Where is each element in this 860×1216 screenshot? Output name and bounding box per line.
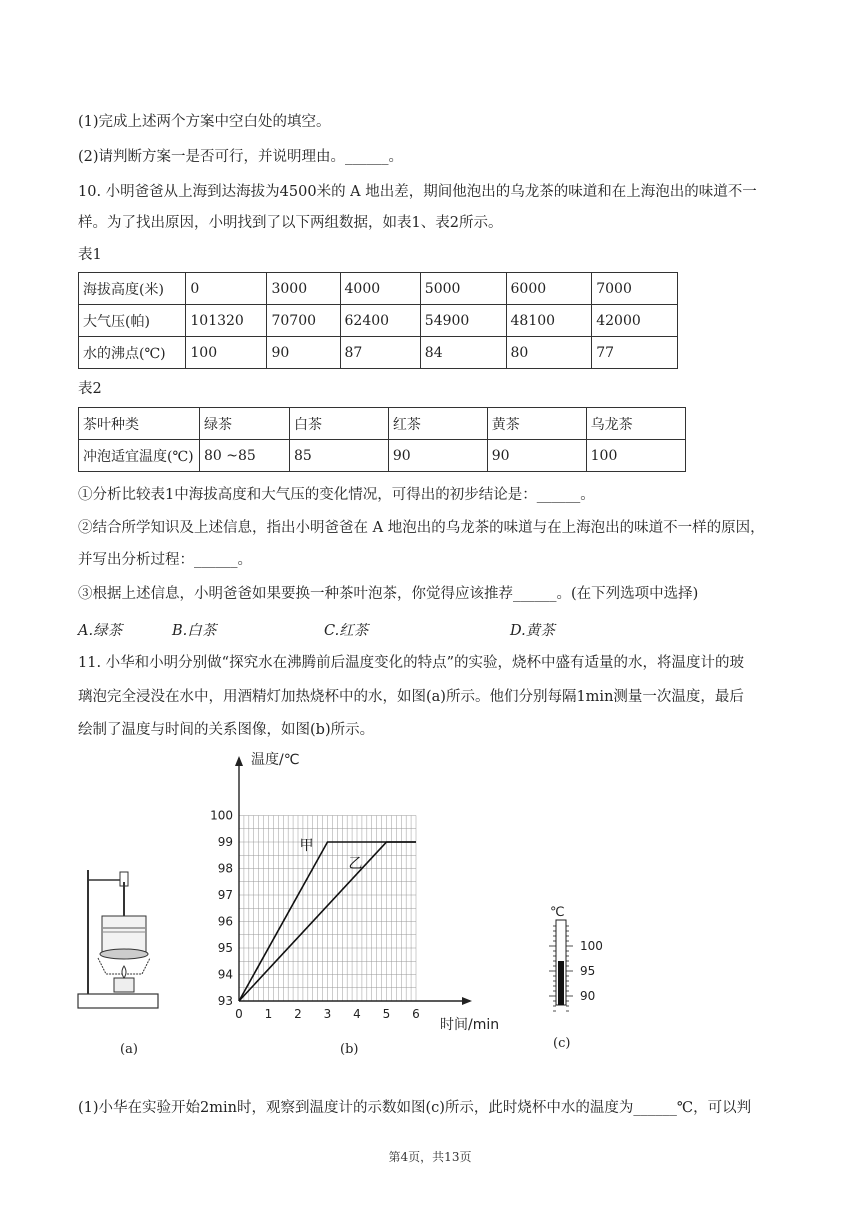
table-cell: 大气压(帕): [79, 305, 186, 337]
table-cell: 白茶: [289, 408, 388, 440]
table-cell: 70700: [267, 305, 340, 337]
apparatus-figure: [76, 862, 166, 1012]
y-tick-label: 96: [217, 914, 233, 929]
x-tick-label: 6: [412, 1007, 420, 1021]
q10-sub2-line2: 并写出分析过程：______。: [78, 552, 252, 568]
table-cell: 84: [420, 337, 506, 369]
table-row: [79, 408, 686, 440]
table-cell: 62400: [340, 305, 420, 337]
q10-sub1: ①分析比较表1中海拔高度和大气压的变化情况，可得出的初步结论是：______。: [78, 487, 595, 503]
thermometer-tick-label: 95: [580, 964, 596, 978]
table-cell: 100: [586, 440, 685, 472]
y-tick-label: 100: [210, 808, 233, 823]
q9-part1: (1)完成上述两个方案中空白处的填空。: [78, 114, 331, 130]
q9-part2: (2)请判断方案一是否可行，并说明理由。______。: [78, 149, 404, 165]
figure-c-label: (c): [553, 1036, 571, 1051]
q10-stem-line2: 样。为了找出原因，小明找到了以下两组数据，如表1、表2所示。: [78, 215, 503, 231]
table-row: [79, 305, 678, 337]
y-tick-label: 95: [217, 941, 233, 955]
table2: [78, 407, 686, 472]
y-tick-label: 97: [217, 888, 233, 902]
thermometer-tick-label: 90: [580, 989, 596, 1003]
table2-caption: 表2: [78, 381, 102, 397]
y-tick-label: 99: [217, 835, 233, 849]
table-cell: 乌龙茶: [586, 408, 685, 440]
table-row: [79, 337, 678, 369]
x-tick-label: 0: [235, 1007, 243, 1021]
series-label: 甲: [299, 838, 314, 854]
table-cell: 80 ~85: [199, 440, 289, 472]
q11-stem-line1: 11. 小华和小明分别做“探究水在沸腾前后温度变化的特点”的实验，烧杯中盛有适量的水，将温度计的玻: [78, 655, 744, 671]
table-cell: 红茶: [388, 408, 487, 440]
table-cell: 绿茶: [199, 408, 289, 440]
table-cell: 80: [506, 337, 592, 369]
temperature-time-chart: [200, 748, 530, 1038]
table-cell: 0: [186, 273, 267, 305]
thermometer-unit: ℃: [550, 905, 565, 920]
thermometer-tick-label: 100: [580, 939, 603, 953]
table-cell: 54900: [420, 305, 506, 337]
table-cell: 90: [388, 440, 487, 472]
q10-sub2-line1: ②结合所学知识及上述信息，指出小明爸爸在 A 地泡出的乌龙茶的味道与在上海泡出的味道不一样的原因，: [78, 520, 765, 536]
x-tick-label: 2: [294, 1007, 302, 1021]
table-cell: 42000: [592, 305, 678, 337]
x-axis-arrow: [462, 997, 472, 1005]
x-axis-label: 时间/min: [440, 1017, 500, 1033]
table-cell: 海拔高度(米): [79, 273, 186, 305]
option-c: C.红茶: [324, 623, 369, 639]
table-cell: 48100: [506, 305, 592, 337]
table-cell: 7000: [592, 273, 678, 305]
q11-stem-line2: 璃泡完全浸没在水中，用酒精灯加热烧杯中的水，如图(a)所示。他们分别每隔1min测量一次温度，最后: [78, 689, 744, 705]
table1-caption: 表1: [78, 247, 102, 263]
q10-sub3: ③根据上述信息，小明爸爸如果要换一种茶叶泡茶，你觉得应该推荐______。(在下列选项中选择): [78, 586, 699, 602]
x-tick-label: 5: [382, 1007, 391, 1021]
table-cell: 黄茶: [487, 408, 586, 440]
q11-stem-line3: 绘制了温度与时间的关系图像，如图(b)所示。: [78, 722, 375, 738]
thermometer-figure: [540, 900, 610, 1015]
page-footer: 第4页，共13页: [388, 1150, 472, 1164]
table-cell: 水的沸点(℃): [79, 337, 186, 369]
q11-part1: (1)小华在实验开始2min时，观察到温度计的示数如图(c)所示，此时烧杯中水的温度为______℃，可以判: [78, 1100, 752, 1116]
x-tick-label: 3: [323, 1007, 332, 1021]
q10-stem-line1: 10. 小明爸爸从上海到达海拔为4500米的 A 地出差，期间他泡出的乌龙茶的味道和在上海泡出的味道不一: [78, 184, 757, 200]
y-tick-label: 94: [217, 967, 233, 982]
option-d: D.黄茶: [510, 623, 555, 639]
option-a: A.绿茶: [78, 623, 123, 639]
table-cell: 85: [289, 440, 388, 472]
figure-a-label: (a): [120, 1042, 138, 1057]
table-row: [79, 273, 678, 305]
table-cell: 101320: [186, 305, 267, 337]
y-tick-label: 98: [217, 861, 233, 876]
table-row: [79, 440, 686, 472]
table-cell: 5000: [420, 273, 506, 305]
y-axis-arrow: [235, 756, 243, 766]
x-tick-label: 1: [264, 1007, 273, 1021]
y-axis-label: 温度/℃: [251, 752, 300, 768]
table-cell: 冲泡适宜温度(℃): [79, 440, 200, 472]
table-cell: 4000: [340, 273, 420, 305]
x-tick-label: 4: [353, 1007, 361, 1021]
table-cell: 茶叶种类: [79, 408, 200, 440]
table-cell: 77: [592, 337, 678, 369]
option-b: B.白茶: [172, 623, 217, 639]
table-cell: 90: [487, 440, 586, 472]
table-cell: 90: [267, 337, 340, 369]
table-cell: 87: [340, 337, 420, 369]
table-cell: 6000: [506, 273, 592, 305]
series-label: 乙: [348, 856, 363, 872]
table-cell: 3000: [267, 273, 340, 305]
y-tick-label: 93: [217, 994, 233, 1008]
table1: [78, 272, 678, 369]
figure-b-label: (b): [340, 1042, 359, 1057]
table-cell: 100: [186, 337, 267, 369]
thermometer-liquid: [558, 961, 564, 1005]
